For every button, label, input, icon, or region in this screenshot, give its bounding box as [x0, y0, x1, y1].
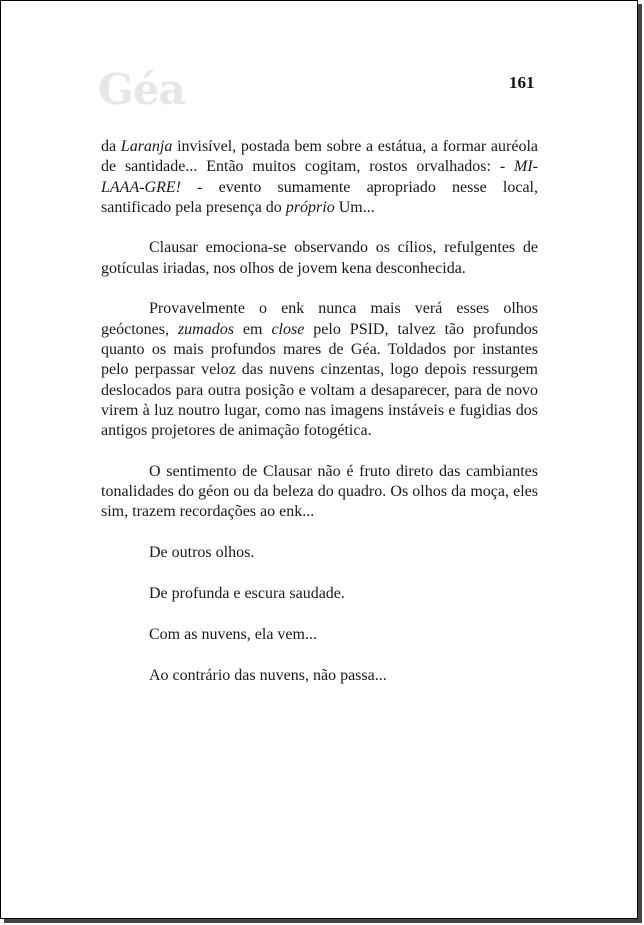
- body-text: [101, 137, 538, 707]
- running-title: Géa: [98, 65, 185, 114]
- page-number: 161: [509, 73, 535, 92]
- line-2: De profunda e escura saudade.: [149, 584, 345, 602]
- paragraph-2: Clausar emociona-se observando os cílios, refulgentes de gotículas iriadas, nos olhos de jovem kena desconhecida.: [101, 239, 538, 277]
- line-3: Com as nuvens, ela vem...: [149, 625, 317, 643]
- paragraph-1: da Laranja invisível, postada bem sobre a estátua, a formar auréola de santidade... Então muitos cogitam, rostos orvalhados: - MI-LAAA-GRE! - evento sumamente apropriado nesse local, santificado pela presença do próprio Um...: [101, 138, 538, 216]
- paragraph-3: Provavelmente o enk nunca mais verá esses olhos geóctones, zumados em close pelo PSID, talvez tão profundos quanto os mais profundos mares de Géa. Toldados por instantes pelo perpassar veloz das nuvens cinzentas, logo depois ressurgem deslocados para outra posição e voltam a desaparecer, para de novo virem à luz noutro lugar, como nas imagens instáveis e fugidias dos antigos projetores de animação fotogética.: [101, 300, 539, 440]
- line-4: Ao contrário das nuvens, não passa...: [149, 666, 387, 684]
- line-1: De outros olhos.: [149, 543, 255, 561]
- paragraph-4: O sentimento de Clausar não é fruto direto das cambiantes tonalidades do géon ou da beleza do quadro. Os olhos da moça, eles sim, trazem recordações ao enk...: [101, 462, 538, 521]
